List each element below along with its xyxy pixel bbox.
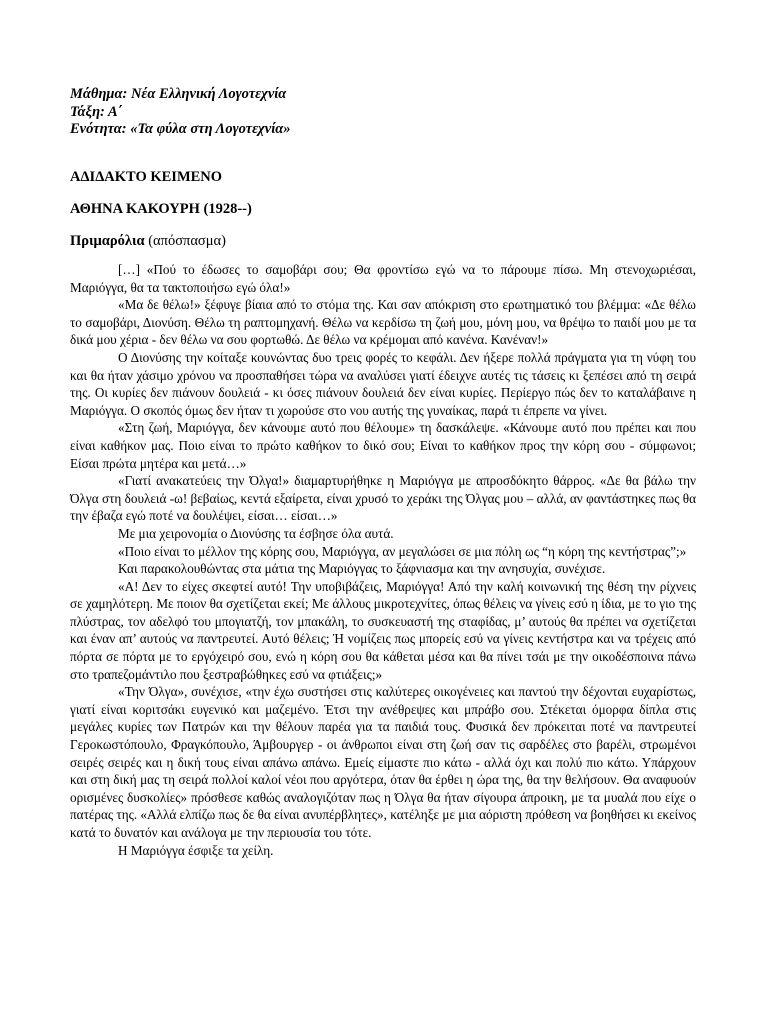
work-note: (απόσπασμα) — [144, 233, 226, 249]
paragraph: «Την Όλγα», συνέχισε, «την έχω συστήσει στις καλύτερες οικογένειες και παντού την δέχονται ευχαρίστως, γιατί είναι κοριτσάκι ευγενικό και μαζεμένο. Έτσι την ανέθρεψες και μπράβο σου. Στέκεται όμορφα δίπλα στις μεγάλες κυρίες των Πατρών και την θέλουν παρέα για τα παιδιά τους. Φυσικά δεν πρόκειται ποτέ να παντρευτεί Γεροκωστόπουλο, Φραγκόπουλο, Άμβουργερ - οι άνθρωποι είναι στη ζωή σαν τις σαρδέλες στο βαρέλι, στρωμένοι σειρές σειρές και η δική τους είναι απάνω απάνω. Εμείς είμαστε πιο κάτω - αλλά όχι και πολύ πιο κάτω. Υπάρχουν και στη δική μας τη σειρά πολλοί καλοί νέοι που αργότερα, όταν θα έρθει η ώρα της, θα την θελήσουν. Θα αναφυούν ορισμένες δυσκολίες» πρόσθεσε καθώς αναλογιζόταν πως η Όλγα θα ήταν σίγουρα άπροικη, με τα μυαλά που είχε ο πατέρας της. «Αλλά ελπίζω πως δε θα είναι ανυπέρβλητες», κατέληξε με μια αόριστη πρόθεση να βοηθήσει κι εκείνος κατά το δυνατόν και ανάλογα με την περιουσία του τότε. — [70, 684, 696, 840]
paragraph: «Στη ζωή, Μαριόγγα, δεν κάνουμε αυτό που θέλουμε» τη δασκάλεψε. «Κάνουμε αυτό που πρέπει και που είναι καθήκον μας. Ποιο είναι το πρώτο καθήκον το δικό σου; Είναι το καθήκον προς την κόρη σου - σύμφωνοι; Είσαι πρώτα μητέρα και μετά…» — [70, 420, 696, 471]
paragraph: «Α! Δεν το είχες σκεφτεί αυτό! Την υποβιβάζεις, Μαριόγγα! Από την καλή κοινωνική της θέση την ρίχνεις σε χαμηλότερη. Με ποιον θα σχετίζεται εκεί; Με άλλους μικροτεχνίτες, όπως θέλεις να γίνεις εσύ η ίδια, με το γιο της πλύστρας, τον αδελφό του μπογιατζή, τον μπακάλη, το συσκευαστή της σταφίδας, μ’ αυτούς θα πρέπει να σχετίζεται και έναν απ’ αυτούς να παντρευτεί. Αυτό θέλεις; Ή νομίζεις πως μπορείς εσύ να γίνεις κεντήστρα και να τρέχεις από πόρτα σε πόρτα με το εργόχειρό σου, ενώ η κόρη σου θα κάθεται μέσα και θα πίνει τσάι με την οικοδέσποινα πάνω στο τραπεζομάντιλο που ξεστραβώθηκες εσύ να φτιάξεις;» — [70, 578, 696, 682]
class-line: Τάξη: Α΄ — [70, 103, 123, 120]
paragraph: Και παρακολουθώντας στα μάτια της Μαριόγγας το ξάφνιασμα και την ανησυχία, συνέχισε. — [118, 561, 606, 577]
excerpt-body — [70, 261, 696, 859]
paragraph: «Ποιο είναι το μέλλον της κόρης σου, Μαριόγγα, αν μεγαλώσει σε μια πόλη ως “η κόρη της κεντήστρας”;» — [118, 543, 687, 559]
subject-line: Μάθημα: Νέα Ελληνική Λογοτεχνία — [70, 86, 287, 102]
unseen-text-heading: ΑΔΙΔΑΚΤΟ ΚΕΙΜΕΝΟ — [70, 169, 223, 185]
author-heading: ΑΘΗΝΑ ΚΑΚΟΥΡΗ (1928--) — [70, 201, 252, 217]
paragraph: Ο Διονύσης την κοίταξε κουνώντας δυο τρεις φορές το κεφάλι. Δεν ήξερε πολλά πράγματα για τη νύφη του και θα ήταν χάσιμο χρόνου να προσπαθήσει τώρα να αναλύσει γιατί έδειχνε αυτές τις τάσεις κι ξεπέσει από τη σειρά της. Οι κυρίες δεν πιάνουν δουλειά - κι όσες πιάνουν δουλειά δεν είναι κυρίες. Περίεργο πώς δεν το καταλάβαινε η Μαριόγγα. Ο σκοπός όμως δεν ήταν τι χωρούσε στο νου αυτής της γυναίκας, παρά τι έπρεπε να γίνει. — [70, 349, 696, 418]
paragraph: Η Μαριόγγα έσφιξε τα χείλη. — [118, 842, 274, 858]
document-header — [70, 86, 291, 139]
unit-line: Ενότητα: «Τα φύλα στη Λογοτεχνία» — [70, 121, 291, 137]
work-title: Πριμαρόλια — [70, 233, 145, 249]
work-title-heading — [70, 232, 226, 250]
paragraph: […] «Πού το έδωσες το σαμοβάρι σου; Θα φροντίσω εγώ να το πάρουμε πίσω. Μη στενοχωριέσαι, Μαριόγγα, θα τα τακτοποιήσω εγώ όλα!» — [70, 262, 696, 295]
paragraph: Με μια χειρονομία ο Διονύσης τα έσβησε όλα αυτά. — [118, 525, 394, 541]
paragraph: «Μα δε θέλω!» ξέφυγε βίαια από το στόμα της. Και σαν απόκριση στο ερωτηματικό του βλέμμα: «Δε θέλω το σαμοβάρι, Διονύση. Θέλω τη ραπτομηχανή. Θέλω να κερδίσω τη ζωή μου, μόνη μου, να θρέψω το παιδί μου με τα δικά μου χέρια - δεν θέλω να σου φορτωθώ. Δε θέλω να κρέμομαι από κανένα. Κανέναν!» — [70, 297, 696, 348]
paragraph: «Γιατί ανακατεύεις την Όλγα!» διαμαρτυρήθηκε η Μαριόγγα με απροσδόκητο θάρρος. «Δε θα βάλω την Όλγα στη δουλειά -ω! βεβαίως, κεντά εξαίρετα, είναι χρυσό το χεράκι της Όλγας μου – αλλά, αν φαντάστηκες πως θα την έβαζα εγώ ποτέ να δουλέψει, είσαι… είσαι…» — [70, 473, 696, 524]
